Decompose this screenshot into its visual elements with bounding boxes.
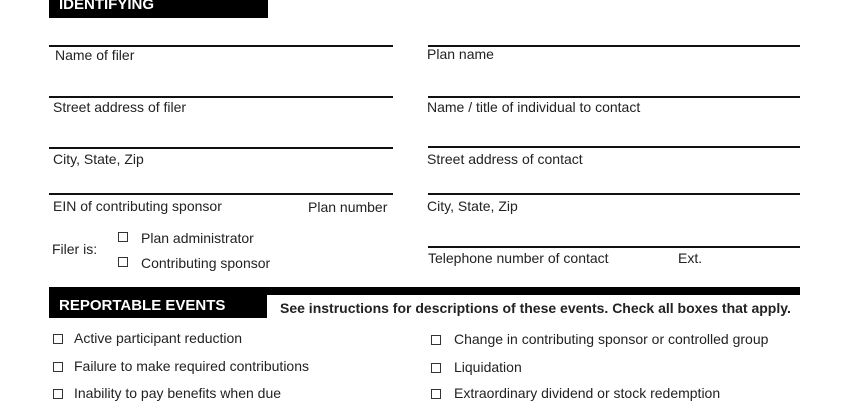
- identifying-information-title: IDENTIFYING INFORMATION: [59, 0, 164, 35]
- ext-label: Ext.: [678, 250, 703, 266]
- plan-administrator-checkbox[interactable]: [118, 232, 128, 242]
- city-state-zip-filer-label: City, State, Zip: [53, 151, 144, 167]
- liquidation-checkbox[interactable]: [431, 363, 441, 373]
- active-participant-reduction-checkbox[interactable]: [53, 334, 63, 344]
- contact-name-title-label: Name / title of individual to contact: [427, 99, 641, 115]
- contact-city-state-zip-label: City, State, Zip: [427, 198, 518, 214]
- inability-to-pay-benefits-checkbox[interactable]: [53, 389, 63, 399]
- extraordinary-dividend-label: Extraordinary dividend or stock redemption: [454, 385, 721, 401]
- contact-name-title-line[interactable]: [428, 96, 800, 98]
- contact-street-address-line[interactable]: [428, 193, 800, 195]
- reportable-events-header: [49, 294, 267, 318]
- street-address-of-filer-label: Street address of filer: [53, 99, 187, 115]
- contact-street-address-label: Street address of contact: [427, 151, 583, 167]
- street-address-of-filer-line[interactable]: [49, 96, 393, 98]
- contact-city-state-zip-line[interactable]: [428, 246, 800, 248]
- active-participant-reduction-label: Active participant reduction: [74, 330, 243, 346]
- ein-label: EIN of contributing sponsor: [53, 198, 222, 214]
- failure-required-contributions-label: Failure to make required contributions: [74, 358, 310, 374]
- contributing-sponsor-label: Contributing sponsor: [141, 255, 271, 271]
- plan-number-label: Plan number: [308, 199, 388, 215]
- plan-name-label: Plan name: [427, 46, 494, 62]
- liquidation-label: Liquidation: [454, 359, 522, 375]
- inability-to-pay-benefits-label: Inability to pay benefits when due: [74, 385, 282, 401]
- plan-administrator-label: Plan administrator: [141, 230, 254, 246]
- telephone-label: Telephone number of contact: [428, 250, 609, 266]
- city-state-zip-filer-line[interactable]: [49, 147, 393, 149]
- identifying-information-header: [49, 0, 268, 35]
- reportable-events-instructions: See instructions for descriptions of these events. Check all boxes that apply.: [280, 300, 791, 316]
- reportable-events-title: REPORTABLE EVENTS: [59, 297, 226, 314]
- extraordinary-dividend-checkbox[interactable]: [431, 389, 441, 399]
- change-in-sponsor-label: Change in contributing sponsor or controlled group: [454, 331, 769, 347]
- contributing-sponsor-checkbox[interactable]: [118, 257, 128, 267]
- contact-name-title-line-2[interactable]: [428, 146, 800, 148]
- filer-is-label: Filer is:: [52, 241, 98, 257]
- name-of-filer-label: Name of filer: [55, 47, 135, 63]
- failure-required-contributions-checkbox[interactable]: [53, 362, 63, 372]
- ein-line[interactable]: [49, 193, 393, 195]
- change-in-sponsor-checkbox[interactable]: [431, 335, 441, 345]
